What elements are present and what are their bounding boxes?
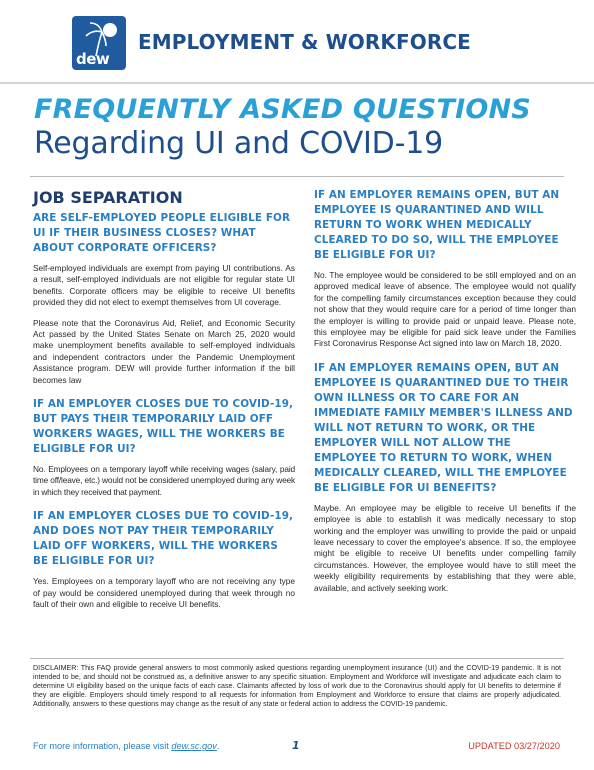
- page-footer: [0, 736, 594, 758]
- left-column: [33, 188, 295, 620]
- disclaimer-divider: [30, 658, 564, 659]
- logo-text: dew: [76, 50, 110, 68]
- section-heading: JOB SEPARATION: [33, 188, 183, 207]
- page-subtitle: Regarding UI and COVID-19: [34, 126, 443, 161]
- page-number: 1: [292, 739, 300, 752]
- page-header: [0, 0, 594, 82]
- brand-title: EMPLOYMENT & WORKFORCE: [138, 30, 471, 54]
- question-heading: IF AN EMPLOYER CLOSES DUE TO COVID-19, AND DOES NOT PAY THEIR TEMPORARILY LAID OFF WORKERS, WILL THE WORKERS BE ELIGIBLE FOR UI?: [33, 510, 294, 568]
- answer-paragraph: No. The employee would be considered to be still employed and on an approved medical leave of absence. The employee would not qualify for the compelling family circumstances exception because they could not show that they would require care for a period of time longer than the employer is willing to provide paid or unpaid leave. Please note, this employee may be eligible for paid sick leave under the Families First Coronavirus Response Act signed into law on March 18, 2020.: [314, 270, 576, 349]
- right-column: [314, 188, 576, 603]
- page-title: FREQUENTLY ASKED QUESTIONS: [34, 94, 531, 125]
- dew-logo: [72, 16, 126, 70]
- header-divider: [0, 82, 594, 84]
- answer-paragraph: Yes. Employees on a temporary layoff who are not receiving any type of pay would be considered unemployed during that week through no fault of their own and eligible to receive UI benefits.: [33, 576, 295, 610]
- updated-date: UPDATED 03/27/2020: [468, 741, 560, 751]
- more-info-prefix: For more information, please visit: [33, 741, 172, 751]
- question-heading: IF AN EMPLOYER REMAINS OPEN, BUT AN EMPLOYEE IS QUARANTINED AND WILL RETURN TO WORK WHEN MEDICALLY CLEARED TO DO SO, WILL THE EMPLOYEE BE ELIGIBLE FOR UI?: [314, 189, 560, 261]
- title-divider: [30, 176, 564, 177]
- question-heading: IF AN EMPLOYER CLOSES DUE TO COVID-19, BUT PAYS THEIR TEMPORARILY LAID OFF WORKERS WAGES, WILL THE WORKERS BE ELIGIBLE FOR UI?: [33, 398, 294, 456]
- more-info-text: [33, 741, 219, 751]
- answer-paragraph: Please note that the Coronavirus Aid, Relief, and Economic Security Act passed by the United States Senate on March 25, 2020 would make unemployment benefits available to self-employed individuals and independent contractors under the Pandemic Unemployment Assistance program. DEW will provide further information if the bill becomes law: [33, 317, 295, 385]
- question-heading: IF AN EMPLOYER REMAINS OPEN, BUT AN EMPLOYEE IS QUARANTINED DUE TO THEIR OWN ILLNESS OR TO CARE FOR AN IMMEDIATE FAMILY MEMBER'S ILLNESS AND WILL NOT RETURN TO WORK, OR THE EMPLOYER WILL NOT ALLOW THE EMPLOYEE TO RETURN TO WORK, WHEN MEDICALLY CLEARED, WILL THE EMPLOYEE BE ELIGIBLE FOR UI BENEFITS?: [314, 361, 573, 494]
- more-info-suffix: .: [216, 741, 220, 751]
- answer-paragraph: Maybe. An employee may be eligible to receive UI benefits if the employee is able to establish it was medically necessary to stop working and the employer was unwilling to provide the paid or unpaid leave necessary to cover the employee's absence. If so, the employee might be eligible to receive UI benefits under compelling family circumstances. However, the employee would have to still meet the weekly eligibility requirements by establishing that they were able, available, and actively seeking work.: [314, 502, 576, 593]
- answer-paragraph: No. Employees on a temporary layoff while receiving wages (salary, paid time off/leave, etc.) would not be considered unemployed during any week in which they received that payment.: [33, 464, 295, 497]
- disclaimer-text: DISCLAIMER: This FAQ provide general answers to most commonly asked questions regarding unemployment insurance (UI) and the COVID-19 pandemic. It is not intended to be, and should not be construed as, a definitive answer to any specific situation. Employment and Workforce will investigate and adjudicate each claim to determine UI eligibility based on the unique facts of each case. Claimants affected by loss of work due to the Coronavirus should apply for UI benefits to determine if they are eligible. Employers should timely respond to all requests for information from Employment and Workforce to ensure that claims are properly adjudicated. Additionally, answers to these questions may change as the result of any state or federal action to address the COVID-19 pandemic.: [33, 664, 561, 709]
- answer-paragraph: Self-employed individuals are exempt from paying UI contributions. As a result, self-employed individuals are not eligible for regular state UI benefits. Corporate officers may be eligible to receive UI benefits provided they did not elect to exempt themselves from UI coverage.: [33, 263, 295, 308]
- website-link[interactable]: dew.sc.gov: [171, 741, 217, 751]
- question-heading: ARE SELF-EMPLOYED PEOPLE ELIGIBLE FOR UI IF THEIR BUSINESS CLOSES? WHAT ABOUT CORPORATE OFFICERS?: [33, 212, 291, 254]
